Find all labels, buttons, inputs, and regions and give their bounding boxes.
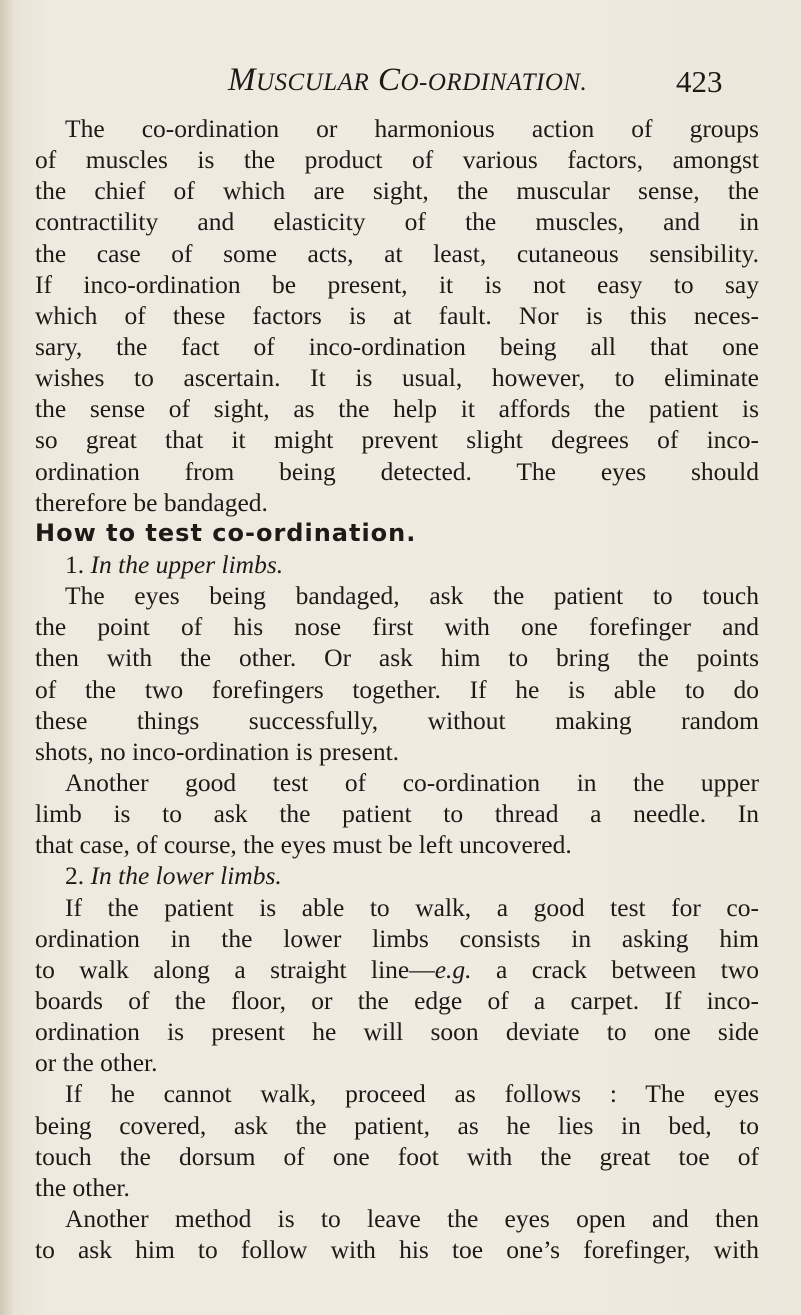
page-number: 423 xyxy=(676,64,723,99)
text-line: boards of the floor, or the edge of a carpet. If inco- xyxy=(35,985,759,1015)
text-line: shots, no inco-ordination is present. xyxy=(35,736,400,766)
text-line: ordination is present he will soon deviate to one side xyxy=(35,1017,759,1047)
text-line: of muscles is the product of various factors, amongst xyxy=(35,145,759,175)
text-line: If inco-ordination be present, it is not easy to say xyxy=(35,269,759,299)
text-line: being covered, ask the patient, as he lies in bed, to xyxy=(35,1110,759,1140)
text-line: If the patient is able to walk, a good test for co- xyxy=(65,892,759,922)
text-line: so great that it might prevent slight degrees of inco- xyxy=(35,425,759,455)
running-head xyxy=(0,62,801,102)
text-line: of the two forefingers together. If he is able to do xyxy=(35,674,759,704)
text-line: that case, of course, the eyes must be left uncovered. xyxy=(35,830,572,860)
section-heading: How to test co-ordination. xyxy=(35,518,417,547)
text-line: the other. xyxy=(35,1172,130,1202)
text-line: limb is to ask the patient to thread a needle. In xyxy=(35,799,759,829)
running-title: MUSCULAR CO-ORDINATION. xyxy=(228,62,588,98)
text-line: the sense of sight, as the help it affords the patient is xyxy=(35,394,759,424)
body-text xyxy=(35,113,759,1265)
text-line: The eyes being bandaged, ask the patient to touch xyxy=(65,581,759,611)
text-line: contractility and elasticity of the muscles, and in xyxy=(35,207,759,237)
subheading-lower-limbs: 2. In the lower limbs. xyxy=(65,861,282,891)
text-line: the chief of which are sight, the muscular sense, the xyxy=(35,176,759,206)
text-line: ordination in the lower limbs consists in asking him xyxy=(35,923,759,953)
spine-shadow xyxy=(0,0,14,1315)
text-line: sary, the fact of inco-ordination being all that one xyxy=(35,331,759,361)
text-line: wishes to ascertain. It is usual, however, to eliminate xyxy=(35,363,759,393)
text-line: touch the dorsum of one foot with the great toe of xyxy=(35,1141,759,1171)
text-line: therefore be bandaged. xyxy=(35,487,268,517)
text-line: Another method is to leave the eyes open and then xyxy=(65,1203,759,1233)
text-line: to walk along a straight line—e.g. a crack between two xyxy=(35,954,759,984)
text-line: The co-ordination or harmonious action of groups xyxy=(65,114,759,143)
subheading-upper-limbs: 1. In the upper limbs. xyxy=(65,549,284,579)
text-line: which of these factors is at fault. Nor is this neces- xyxy=(35,300,759,330)
text-line: If he cannot walk, proceed as follows : The eyes xyxy=(65,1079,759,1109)
text-line: then with the other. Or ask him to bring the points xyxy=(35,643,759,673)
text-line: Another good test of co-ordination in the upper xyxy=(65,767,759,797)
text-line: or the other. xyxy=(35,1048,158,1078)
text-line: the case of some acts, at least, cutaneous sensibility. xyxy=(35,238,759,268)
text-line: these things successfully, without making random xyxy=(35,705,759,735)
text-line: ordination from being detected. The eyes should xyxy=(35,456,759,486)
text-line: to ask him to follow with his toe one’s forefinger, with xyxy=(35,1235,759,1265)
text-line: the point of his nose first with one forefinger and xyxy=(35,612,759,642)
